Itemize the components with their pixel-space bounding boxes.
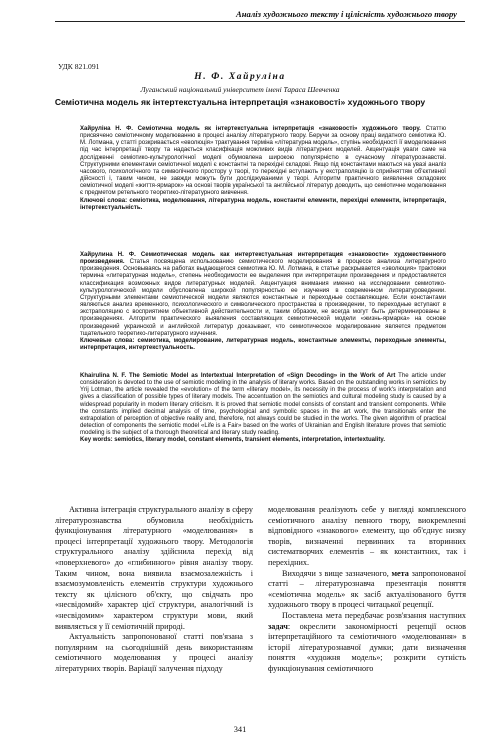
abstract-body: The article under consideration is devoted to the use of semiotic modeling in the analysis of literary works. Based on the outstanding works in semiotics by Yrij Lotman, the article revealed the «evolution» of the term «literary model», its necessity in the process of work's interpretation and gives a classification of possible types of literary models. The accentuation on the semiotics and cultural modeling study is caused by a widespread popularity in modern literary criticism. It is proved that semiotic model consists of constant and transient components. While the constants implied decimal analysis of time, psychological and symbolic spaces in the art work, the transitionals enter the extrapolation of perception of objective reality and, therefore, not always could be studied in the works. The given algorithm of practical detection of components the semiotic model «Life is a Fair» based on the works of Ukrainian and English literature proves that semiotic modeling is the subject of a thorough theoretical and literary study reading.	[80, 373, 446, 437]
keywords: семіотика, моделювання, літературна модель, константні елементи, перехідні елементи, інтерпретація, інтертекстуальність.	[80, 197, 446, 211]
abstract-body: Статтю присвячено семіотичному моделюванню в процесі аналізу літературного твору. Беручи за основу праці видатного семіотика Ю. М. Лотмана, у статті розкривається «еволюція» трактування терміна «літературна модель», ступінь необхідності її вмоделювання під час інтерпретації твору та надається класифікація можливих видів літературних моделей. Акцентуація уваги саме на дослідженні семіотико-культурологічної моделі обумовлена широкою популярністю в сучасному літературознавстві. Структурними елементами семіотичної моделі є константні та перехідні складові. Якщо під константами маються на увазі аналіз часового, психологічного та символічного простору у творі, то перехідні вступають у екстраполяцію із сприйняттям об'єктивної дійсності і, таким чином, не завжди можуть бути досліджуваними у творі. Алгоритм практичного виявлення складових семіотичної моделі «життя-ярмарок» на основі творів української та англійської літератур доводить, що семіотичне моделювання є предметом ретельного теоретико-літературного вивчення.	[80, 126, 446, 197]
body-paragraph: Активна інтеграція структурального аналізу в сферу літературознавства обумовила необхідність функціонування літературного «моделювання» в процесі інтерпретації художнього твору. Методологія структурального аналізу здійснила перехід від «поверхневого» до «глибинного» рівня аналізу твору. Таким чином, вона виявила взаємозалежність і взаємозумовленість елементів структури художнього тексту як цілісного об'єкту, що свідчать про «несвідомий» характер цієї структури, аналогічний із «несвідомим» характером структури мови, який виявляється у її семіотичній природі.	[55, 505, 253, 631]
keywords: semiotics, literary model, constant elements, transient elements, interpretation, intertextuality.	[112, 437, 386, 444]
author-name: Н. Ф. Хайруліна	[194, 72, 286, 82]
text-run: Виходячи з вище зазначеного,	[282, 568, 392, 578]
keywords-label: Ключевые слова:	[80, 337, 135, 344]
body-paragraph	[268, 569, 466, 611]
body-column-right	[268, 505, 466, 710]
udc-code: УДК 821.091	[58, 62, 100, 71]
page-number: 341	[233, 725, 247, 734]
body-column-left	[55, 505, 253, 710]
text-run: : окреслити закономірності рецепції основ інтерпретаційного та семіотичного «моделювання» в історії літературознавчої думки; дати визначення поняття «художня модель»; розкрити сутність функціонування семіотичного	[268, 621, 466, 673]
abstract-lead: Хайрулина Н. Ф. Семиотическая модель как интертекстуальная интерпретация «знаковости» художественного произведения.	[80, 252, 446, 266]
emphasis-tasks: задач	[268, 621, 288, 631]
running-title: Аналіз художнього тексту і цілісність художнього твору	[236, 9, 457, 19]
keywords-label: Ключові слова:	[80, 197, 128, 204]
text-run: запропонованої статті – літературознавча презентація поняття «семіотична модель» як засіб актуалізованого буття художнього твору в процесі читацької рецепції.	[268, 568, 466, 610]
body-columns	[55, 505, 466, 710]
article-title: Семіотична модель як інтертекстуальна інтерпретація «знаковості» художнього твору	[54, 97, 426, 107]
running-header	[55, 8, 465, 22]
text-run: Поставлена мета передбачає розв'язання наступних	[282, 610, 466, 620]
abstract-russian	[80, 252, 446, 352]
abstract-lead: Хайруліна Н. Ф. Семіотична модель як інтертекстуальна інтерпретація «знаковості» художнього твору.	[80, 126, 421, 132]
abstract-body: Статья посвящена использованию семиотического моделирования в процессе анализа литературного произведения. Основываясь на работах выдающегося семиотика Ю. М. Лотмана, в статье раскрывается «эволюция» трактовки термина «литературная модель», степень необходимости ее выделения при интерпретации произведения и предоставляется классификация возможных видов литературных моделей. Акцентуация внимания именно на исследовании семиотико-культурологической модели обусловлена широкой популярностью ее изучения в современном литературоведении. Структурными элементами семиотической модели являются константные и переходные составляющие. Если константами являються анализ временного, психологического и символического пространства в произведении, то переходные вступают в экстраполяцию с восприятием объективной действительности и, таким образом, не всегда могут быть детерминированы в произведениях. Алгоритм практического выявления составляющих семиотической модели «жизнь-ярмарка» на основе произведений украинской и английской литератур доказывает, что семиотическое моделирование является предметом тщательного теоретико-литературного изучения.	[80, 259, 446, 337]
body-paragraph: моделювання реалізують себе у вигляді комплексного семіотичного аналізу певного твору, виокремленні відповідного «знакового» елементу, що об'єднує низку творів, визначенні первинних та вторинних систематворчих елементів – як константних, так і перехідних.	[268, 505, 466, 567]
emphasis-goal: мета	[391, 568, 409, 578]
body-paragraph: Актуальність запропонованої статті пов'язана з популярним на сьогоднішній день використанням семіотичного моделювання у процесі аналізу літературних творів. Варіації залучення підходу	[55, 632, 253, 673]
keywords: семиотика, моделирование, литературная модель, константные элементы, переходные элементы, интерпретация, интертекстуальность.	[80, 337, 446, 352]
keywords-label: Key words:	[80, 437, 113, 444]
abstract-ukrainian	[80, 126, 446, 212]
abstract-english	[80, 373, 446, 445]
body-paragraph	[268, 611, 466, 675]
author-affiliation: Луганський національний університет імені Тараса Шевченка	[140, 85, 340, 94]
abstract-lead: Khairulina N. F. The Semiotic Model as Intertextual Interpretation of «Sign Decoding» in the Work of Art	[80, 373, 396, 379]
